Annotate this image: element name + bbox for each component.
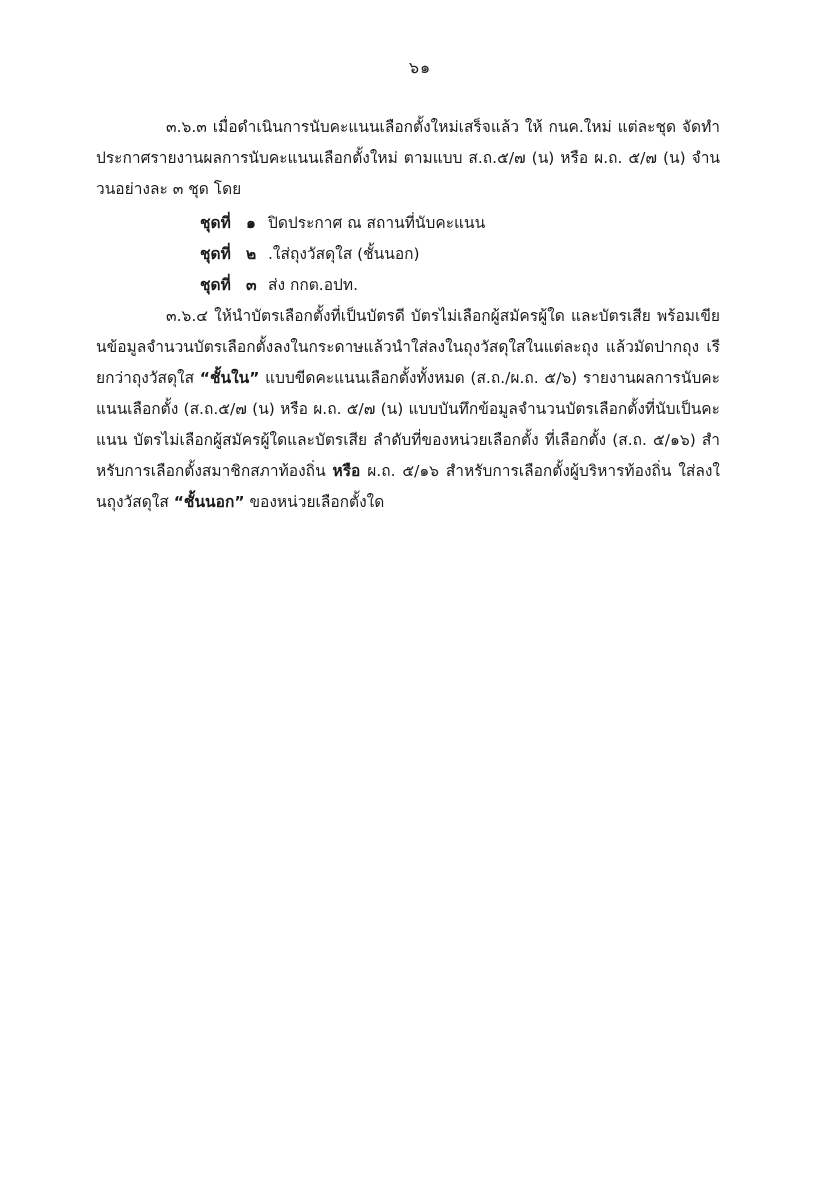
- paragraph-3-6-4-text-3: ผ.ถ. ๕/๑๖ สำหรับการเลือกตั้งผู้บริหารท้องถิ่น ใส่ลงในถุงวัสดุใส: [96, 462, 720, 511]
- list-item: [96, 208, 720, 239]
- set-description: ปิดประกาศ ณ สถานที่นับคะแนน: [268, 214, 486, 232]
- paragraph-3-6-4: [96, 301, 720, 518]
- set-number: ๑: [246, 214, 256, 232]
- page-number: ๖๑: [408, 58, 432, 77]
- list-item: [96, 270, 720, 301]
- set-number: ๓: [246, 276, 257, 294]
- paragraph-3-6-4-text-4: ของหน่วยเลือกตั้งใด: [244, 493, 385, 511]
- paragraph-3-6-4-text-1: ๓.๖.๔ ให้นำบัตรเลือกตั้งที่เป็นบัตรดี บัตรไม่เลือกผู้สมัครผู้ใด และบัตรเสีย พร้อมเขียนข้อมูลจำนวนบัตรเลือกตั้งลงในกระดาษแล้วนำใส่ลงในถุงวัสดุใสในแต่ละถุง แล้วมัดปากถุง เรียกว่าถุงวัสดุใส: [96, 307, 720, 387]
- set-list: [96, 208, 720, 301]
- or-term: หรือ: [332, 462, 361, 480]
- list-item: [96, 239, 720, 270]
- paragraph-3-6-4-text-2: แบบขีดคะแนนเลือกตั้งทั้งหมด (ส.ถ./ผ.ถ. ๕/๖) รายงานผลการนับคะแนนเลือกตั้ง (ส.ถ.๕/๗ (น) หรือ ผ.ถ. ๕/๗ (น) แบบบันทึกข้อมูลจำนวนบัตรเลือกตั้งที่นับเป็นคะแนน บัตรไม่เลือกผู้สมัครผู้ใดและบัตรเสีย ลำดับที่ของหน่วยเลือกตั้ง ที่เลือกตั้ง (ส.ถ. ๕/๑๖) สำหรับการเลือกตั้งสมาชิกสภาท้องถิ่น: [96, 369, 721, 480]
- paragraph-3-6-3-text: ๓.๖.๓ เมื่อดำเนินการนับคะแนนเลือกตั้งใหม่เสร็จแล้ว ให้ กนค.ใหม่ แต่ละชุด จัดทำประกาศรายงานผลการนับคะแนนเลือกตั้งใหม่ ตามแบบ ส.ถ.๕/๗ (น) หรือ ผ.ถ. ๕/๗ (น) จำนวนอย่างละ ๓ ชุด โดย: [96, 118, 720, 198]
- set-number: ๒: [246, 245, 257, 263]
- set-description: ส่ง กกต.อปท.: [268, 276, 359, 294]
- paragraph-3-6-3: [96, 112, 720, 205]
- inner-layer-term: “ชั้นใน”: [199, 369, 260, 387]
- set-label: ชุดที่: [200, 245, 231, 263]
- set-label: ชุดที่: [200, 276, 231, 294]
- document-body: [96, 112, 720, 518]
- outer-layer-term: “ชั้นนอก”: [173, 493, 245, 511]
- set-description: .ใส่ถุงวัสดุใส (ชั้นนอก): [268, 245, 420, 263]
- set-label: ชุดที่: [200, 214, 231, 232]
